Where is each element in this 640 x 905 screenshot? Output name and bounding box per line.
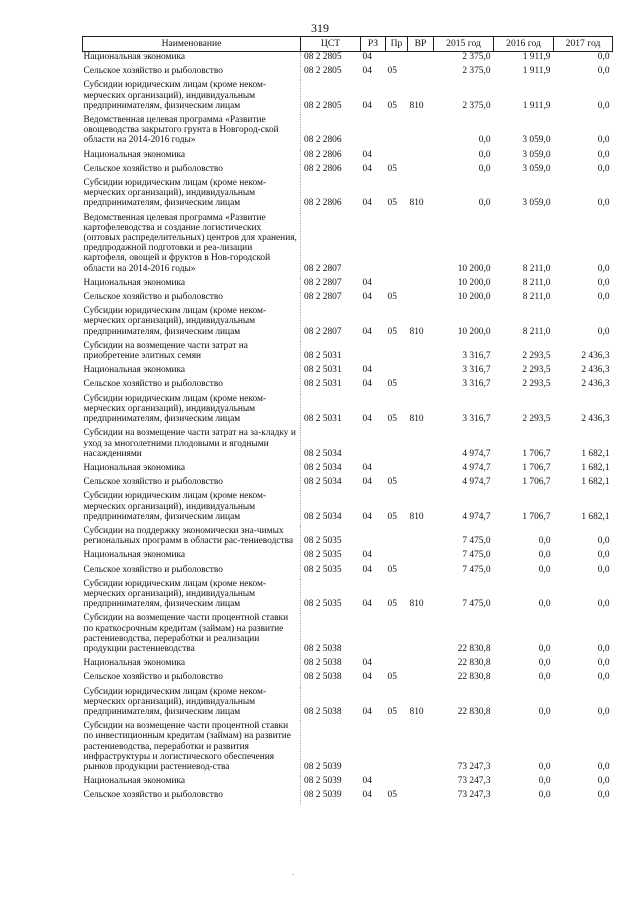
row-vr <box>408 672 434 686</box>
table-row <box>83 213 613 278</box>
row-2016: 8 211,0 <box>522 292 551 303</box>
row-cst: 08 2 5035 <box>301 579 361 614</box>
row-2016: 1 911,9 <box>522 52 551 62</box>
row-vr <box>408 164 434 178</box>
row-name: Субсидии на возмещение части затрат на за-кладку и уход за многолетними плодовыми и ягодными насаждениями <box>83 428 296 459</box>
row-vr <box>408 550 434 564</box>
row-rz: 04 <box>362 790 372 801</box>
table-row <box>83 394 613 429</box>
row-name: Сельское хозяйство и рыболовство <box>83 790 223 801</box>
row-2015: 73 247,3 <box>457 790 491 801</box>
row-2016: 0,0 <box>538 536 551 547</box>
row-vr: 810 <box>409 414 424 425</box>
row-2016: 2 293,5 <box>522 414 551 425</box>
page-mark: . <box>292 868 294 877</box>
row-2016: 0,0 <box>538 643 551 654</box>
row-vr <box>408 66 434 80</box>
row-vr <box>408 341 434 365</box>
row-cst: 08 2 5031 <box>301 341 361 365</box>
row-vr <box>408 365 434 379</box>
row-name: Субсидии юридическим лицам (кроме неком-мерческих организаций), индивидуальным предпринимателям, физическим лицам <box>83 578 267 610</box>
header-2017: 2017 год <box>554 37 613 52</box>
row-2015: 4 974,7 <box>462 511 491 522</box>
row-cst: 08 2 5035 <box>301 565 361 579</box>
table-row <box>83 565 613 579</box>
row-name: Субсидии юридическим лицам (кроме неком-мерческих организаций), индивидуальным предпринимателям, физическим лицам <box>83 686 267 717</box>
row-2015: 10 200,0 <box>457 326 491 337</box>
row-2017: 2 436,3 <box>581 351 610 362</box>
row-vr <box>408 115 434 150</box>
row-2016: 3 059,0 <box>522 135 551 146</box>
row-name: Субсидии на возмещение части процентной ставки по инвестиционным кредитам (займам) на развитие растениеводства, переработки и развития инфраструктуры и логистического обеспечения рынков продукции растениевод-ства <box>83 721 291 772</box>
row-rz: 04 <box>362 672 372 683</box>
budget-table <box>82 36 613 805</box>
row-2016: 2 293,5 <box>522 365 551 376</box>
row-2015: 10 200,0 <box>457 263 491 274</box>
table-body <box>83 52 613 805</box>
table-row <box>83 52 613 67</box>
row-pr <box>386 463 408 477</box>
row-vr: 810 <box>409 706 424 717</box>
header-cst: ЦСТ <box>301 37 361 52</box>
table-row <box>83 687 613 722</box>
table-row <box>83 278 613 292</box>
row-2015: 3 316,7 <box>462 414 491 425</box>
row-vr <box>408 150 434 164</box>
row-cst: 08 2 2807 <box>301 278 361 292</box>
row-pr: 05 <box>387 66 397 77</box>
table-row <box>83 613 613 658</box>
header-2016: 2016 год <box>494 37 554 52</box>
row-name: Ведомственная целевая программа «Развитие картофелеводства и создание логистических (оптовых распределительных) центров для хранения, предпродажной подготовки и реа-лизации картофеля, овощей и фруктов в Нов-городской области на 2014-2016 годы» <box>83 212 297 274</box>
row-rz <box>361 613 386 658</box>
row-pr: 05 <box>387 599 397 610</box>
table-row <box>83 306 613 341</box>
row-2016: 1 706,7 <box>522 477 551 488</box>
row-pr <box>386 658 408 672</box>
row-2015: 73 247,3 <box>457 761 491 772</box>
row-vr <box>408 613 434 658</box>
row-rz: 04 <box>362 776 372 787</box>
row-name: Национальная экономика <box>83 149 186 160</box>
row-pr <box>386 613 408 658</box>
row-2017: 0,0 <box>597 564 610 575</box>
row-pr: 05 <box>387 198 397 209</box>
row-2017: 0,0 <box>597 100 610 111</box>
row-2017: 1 682,1 <box>581 511 610 522</box>
row-name: Сельское хозяйство и рыболовство <box>83 292 223 303</box>
row-cst: 08 2 2805 <box>301 66 361 80</box>
row-2017: 0,0 <box>597 776 610 787</box>
row-rz: 04 <box>362 52 372 62</box>
table-row <box>83 721 613 776</box>
table-row <box>83 379 613 393</box>
row-pr: 05 <box>387 100 397 111</box>
row-2015: 22 830,8 <box>457 672 491 683</box>
row-2015: 22 830,8 <box>457 658 491 669</box>
row-2017: 2 436,3 <box>581 379 610 390</box>
row-2017: 0,0 <box>597 790 610 801</box>
row-pr <box>386 776 408 790</box>
row-2016: 0,0 <box>538 658 551 669</box>
row-cst: 08 2 2806 <box>301 115 361 150</box>
row-name: Сельское хозяйство и рыболовство <box>83 379 223 390</box>
row-cst: 08 2 2807 <box>301 292 361 306</box>
row-2015: 4 974,7 <box>462 448 491 459</box>
row-2016: 2 293,5 <box>522 351 551 362</box>
row-pr <box>386 341 408 365</box>
row-cst: 08 2 2806 <box>301 178 361 213</box>
table-row <box>83 66 613 80</box>
row-2016: 0,0 <box>538 790 551 801</box>
row-pr: 05 <box>387 379 397 390</box>
row-vr <box>408 52 434 67</box>
row-2015: 22 830,8 <box>457 643 491 654</box>
table-row <box>83 428 613 463</box>
row-vr: 810 <box>409 599 424 610</box>
row-cst: 08 2 2805 <box>301 52 361 67</box>
row-vr <box>408 565 434 579</box>
row-2015: 3 316,7 <box>462 379 491 390</box>
row-2015: 3 316,7 <box>462 351 491 362</box>
row-vr: 810 <box>409 326 424 337</box>
row-rz: 04 <box>362 365 372 376</box>
table-row <box>83 491 613 526</box>
table-row <box>83 477 613 491</box>
row-cst: 08 2 5039 <box>301 721 361 776</box>
row-cst: 08 2 2807 <box>301 213 361 278</box>
row-2015: 2 375,0 <box>462 52 491 62</box>
row-2017: 0,0 <box>597 292 610 303</box>
row-2016: 0,0 <box>538 672 551 683</box>
table-row <box>83 658 613 672</box>
row-2016: 0,0 <box>538 564 551 575</box>
row-2017: 2 436,3 <box>581 414 610 425</box>
row-2017: 0,0 <box>597 643 610 654</box>
row-rz <box>361 428 386 463</box>
row-2017: 2 436,3 <box>581 365 610 376</box>
row-2015: 2 375,0 <box>462 66 491 77</box>
table-row <box>83 115 613 150</box>
row-rz: 04 <box>362 326 372 337</box>
row-2015: 10 200,0 <box>457 277 491 288</box>
page-number: 319 <box>311 21 329 35</box>
table-row <box>83 776 613 790</box>
row-rz: 04 <box>362 477 372 488</box>
row-2017: 0,0 <box>597 536 610 547</box>
row-name: Субсидии юридическим лицам (кроме неком-мерческих организаций), индивидуальным предпринимателям, физическим лицам <box>83 306 267 337</box>
table-row <box>83 365 613 379</box>
row-name: Национальная экономика <box>83 658 186 669</box>
row-name: Национальная экономика <box>83 52 186 62</box>
row-2017: 0,0 <box>597 52 610 62</box>
row-2017: 0,0 <box>597 658 610 669</box>
row-2015: 22 830,8 <box>457 706 491 717</box>
row-2016: 1 911,9 <box>522 66 551 77</box>
row-2017: 1 682,1 <box>581 448 610 459</box>
row-2016: 8 211,0 <box>522 263 551 274</box>
row-pr: 05 <box>387 706 397 717</box>
table-row <box>83 178 613 213</box>
row-cst: 08 2 5034 <box>301 491 361 526</box>
row-rz: 04 <box>362 163 372 174</box>
row-2016: 0,0 <box>538 776 551 787</box>
row-name: Национальная экономика <box>83 776 186 787</box>
row-name: Субсидии юридическим лицам (кроме неком-мерческих организаций), индивидуальным предпринимателям, физическим лицам <box>83 491 267 522</box>
row-2015: 0,0 <box>478 135 491 146</box>
row-2017: 1 682,1 <box>581 477 610 488</box>
row-pr <box>386 278 408 292</box>
row-2017: 0,0 <box>597 672 610 683</box>
row-2017: 0,0 <box>597 163 610 174</box>
row-rz <box>361 721 386 776</box>
row-rz: 04 <box>362 292 372 303</box>
row-2017: 0,0 <box>597 66 610 77</box>
row-2015: 4 974,7 <box>462 462 491 473</box>
row-pr <box>386 428 408 463</box>
header-vr: ВР <box>408 37 434 52</box>
table-row <box>83 292 613 306</box>
row-pr: 05 <box>387 511 397 522</box>
row-2016: 0,0 <box>538 706 551 717</box>
row-pr: 05 <box>387 477 397 488</box>
row-cst: 08 2 2806 <box>301 164 361 178</box>
row-rz: 04 <box>362 277 372 288</box>
row-2015: 4 974,7 <box>462 477 491 488</box>
row-2016: 1 706,7 <box>522 462 551 473</box>
row-name: Субсидии на возмещение части процентной ставки по краткосрочным кредитам (займам) на развитие растениеводства, переработки и реализации продукции растениеводства <box>83 613 289 654</box>
table-row <box>83 790 613 804</box>
row-rz <box>361 526 386 550</box>
row-cst: 08 2 5031 <box>301 379 361 393</box>
row-2017: 0,0 <box>597 761 610 772</box>
row-2016: 0,0 <box>538 599 551 610</box>
row-vr <box>408 776 434 790</box>
table-row <box>83 463 613 477</box>
row-cst: 08 2 5039 <box>301 776 361 790</box>
row-2016: 1 706,7 <box>522 511 551 522</box>
table-row <box>83 80 613 115</box>
row-cst: 08 2 5031 <box>301 394 361 429</box>
table-row <box>83 550 613 564</box>
row-pr <box>386 115 408 150</box>
row-rz: 04 <box>362 658 372 669</box>
row-2017: 1 682,1 <box>581 462 610 473</box>
header-rz: РЗ <box>361 37 386 52</box>
row-rz: 04 <box>362 198 372 209</box>
row-pr: 05 <box>387 326 397 337</box>
row-vr: 810 <box>409 511 424 522</box>
row-vr <box>408 292 434 306</box>
row-pr <box>386 526 408 550</box>
row-2015: 10 200,0 <box>457 292 491 303</box>
row-pr: 05 <box>387 292 397 303</box>
row-rz: 04 <box>362 462 372 473</box>
row-pr: 05 <box>387 790 397 801</box>
row-rz: 04 <box>362 66 372 77</box>
row-2016: 0,0 <box>538 550 551 561</box>
row-2015: 73 247,3 <box>457 776 491 787</box>
table-row <box>83 526 613 550</box>
table-row <box>83 164 613 178</box>
row-2017: 0,0 <box>597 599 610 610</box>
row-vr <box>408 790 434 804</box>
row-cst: 08 2 5034 <box>301 463 361 477</box>
row-vr <box>408 463 434 477</box>
row-2016: 3 059,0 <box>522 149 551 160</box>
row-rz <box>361 341 386 365</box>
row-2016: 2 293,5 <box>522 379 551 390</box>
row-name: Национальная экономика <box>83 365 186 376</box>
row-pr <box>386 550 408 564</box>
row-name: Сельское хозяйство и рыболовство <box>83 477 223 488</box>
row-2017: 0,0 <box>597 277 610 288</box>
row-2015: 0,0 <box>478 149 491 160</box>
table-header-row <box>83 37 613 52</box>
row-2016: 3 059,0 <box>522 198 551 209</box>
row-name: Сельское хозяйство и рыболовство <box>83 163 223 174</box>
row-2017: 0,0 <box>597 135 610 146</box>
row-vr <box>408 278 434 292</box>
row-name: Субсидии юридическим лицам (кроме неком-мерческих организаций), индивидуальным предпринимателям, физическим лицам <box>83 80 267 111</box>
row-pr <box>386 365 408 379</box>
row-cst: 08 2 5031 <box>301 365 361 379</box>
row-cst: 08 2 5035 <box>301 526 361 550</box>
row-rz: 04 <box>362 550 372 561</box>
row-pr: 05 <box>387 564 397 575</box>
row-cst: 08 2 5038 <box>301 687 361 722</box>
table-row <box>83 341 613 365</box>
row-rz: 04 <box>362 149 372 160</box>
table-row <box>83 579 613 614</box>
row-name: Сельское хозяйство и рыболовство <box>83 66 223 77</box>
row-2016: 8 211,0 <box>522 326 551 337</box>
row-vr <box>408 379 434 393</box>
row-name: Сельское хозяйство и рыболовство <box>83 672 223 683</box>
row-name: Субсидии юридическим лицам (кроме неком-мерческих организаций), индивидуальным предпринимателям, физическим лицам <box>83 393 267 425</box>
row-name: Субсидии юридическим лицам (кроме неком-мерческих организаций), индивидуальным предпринимателям, физическим лицам <box>83 178 267 209</box>
row-vr <box>408 477 434 491</box>
row-name: Ведомственная целевая программа «Развитие овощеводства закрытого грунта в Новгород-ской области на 2014-2016 годы» <box>83 115 279 146</box>
row-rz: 04 <box>362 564 372 575</box>
row-cst: 08 2 5034 <box>301 428 361 463</box>
row-2015: 7 475,0 <box>462 550 491 561</box>
row-name: Субсидии на возмещение части затрат на приобретение элитных семян <box>83 340 248 362</box>
row-pr <box>386 213 408 278</box>
row-2015: 7 475,0 <box>462 536 491 547</box>
row-2015: 3 316,7 <box>462 365 491 376</box>
row-name: Национальная экономика <box>83 277 186 288</box>
row-pr: 05 <box>387 414 397 425</box>
row-cst: 08 2 5035 <box>301 550 361 564</box>
row-2017: 0,0 <box>597 706 610 717</box>
row-cst: 08 2 2807 <box>301 306 361 341</box>
row-2015: 2 375,0 <box>462 100 491 111</box>
row-rz: 04 <box>362 379 372 390</box>
row-vr <box>408 526 434 550</box>
row-vr <box>408 213 434 278</box>
row-2015: 7 475,0 <box>462 564 491 575</box>
row-pr: 05 <box>387 163 397 174</box>
row-rz: 04 <box>362 414 372 425</box>
row-rz: 04 <box>362 511 372 522</box>
header-name: Наименование <box>83 37 301 52</box>
row-cst: 08 2 5038 <box>301 613 361 658</box>
row-rz <box>361 213 386 278</box>
row-2017: 0,0 <box>597 198 610 209</box>
row-vr: 810 <box>409 100 424 111</box>
row-2017: 0,0 <box>597 263 610 274</box>
row-name: Национальная экономика <box>83 550 186 561</box>
row-2017: 0,0 <box>597 550 610 561</box>
row-2017: 0,0 <box>597 149 610 160</box>
row-cst: 08 2 5039 <box>301 790 361 804</box>
row-2015: 0,0 <box>478 198 491 209</box>
row-cst: 08 2 5038 <box>301 658 361 672</box>
row-2016: 8 211,0 <box>522 277 551 288</box>
row-pr <box>386 52 408 67</box>
row-name: Субсидии на поддержку экономически зна-чимых региональных программ в области рас-тениеводства <box>83 525 294 547</box>
row-2015: 7 475,0 <box>462 599 491 610</box>
row-pr: 05 <box>387 672 397 683</box>
header-pr: Пр <box>386 37 408 52</box>
row-2016: 1 706,7 <box>522 448 551 459</box>
row-rz: 04 <box>362 706 372 717</box>
row-pr <box>386 150 408 164</box>
row-2016: 3 059,0 <box>522 163 551 174</box>
row-rz: 04 <box>362 100 372 111</box>
header-2015: 2015 год <box>434 37 494 52</box>
row-rz <box>361 115 386 150</box>
row-name: Сельское хозяйство и рыболовство <box>83 564 223 575</box>
row-vr <box>408 658 434 672</box>
row-vr <box>408 428 434 463</box>
row-2017: 0,0 <box>597 326 610 337</box>
table-row <box>83 150 613 164</box>
row-name: Национальная экономика <box>83 462 186 473</box>
row-cst: 08 2 5034 <box>301 477 361 491</box>
row-2016: 1 911,9 <box>522 100 551 111</box>
row-cst: 08 2 5038 <box>301 672 361 686</box>
row-cst: 08 2 2806 <box>301 150 361 164</box>
row-vr: 810 <box>409 198 424 209</box>
row-2016: 0,0 <box>538 761 551 772</box>
row-rz: 04 <box>362 599 372 610</box>
row-2015: 0,0 <box>478 163 491 174</box>
table-row <box>83 672 613 686</box>
row-cst: 08 2 2805 <box>301 80 361 115</box>
row-vr <box>408 721 434 776</box>
row-pr <box>386 721 408 776</box>
